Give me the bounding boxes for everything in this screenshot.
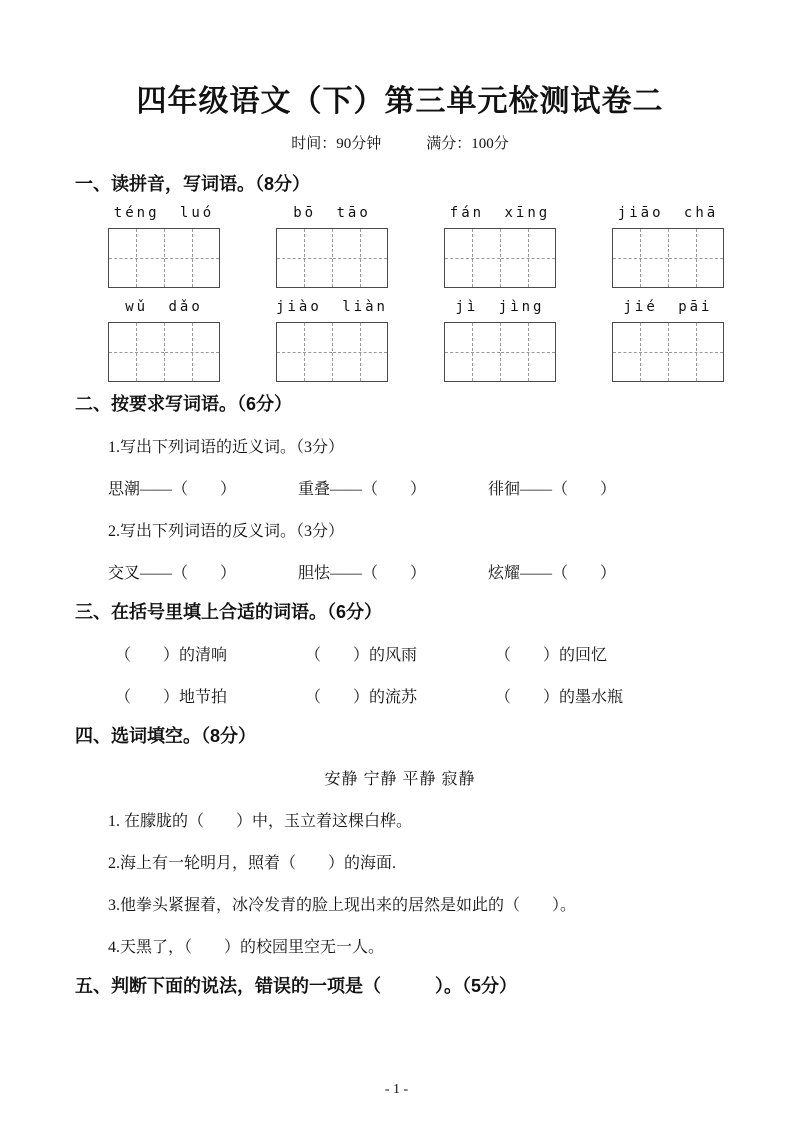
section-4 <box>75 724 725 966</box>
pinyin-label: bō tāo <box>293 205 371 221</box>
blank-item: 炫耀——（ ） <box>488 564 617 582</box>
section-5 <box>75 974 725 998</box>
pinyin-label: jiāo chā <box>617 205 719 221</box>
pinyin-label: wǔ dǎo <box>125 299 203 315</box>
writing-cell <box>164 323 220 381</box>
section-3 <box>75 600 725 716</box>
writing-cell <box>500 229 556 287</box>
section-1 <box>75 172 725 382</box>
blank-item: 重叠——（ ） <box>298 480 427 498</box>
pinyin-word-block <box>444 298 556 382</box>
pinyin-label: téng luó <box>113 205 215 221</box>
pinyin-grid-row-1 <box>108 204 724 288</box>
antonym-line <box>108 550 725 592</box>
pinyin-label: fán xīng <box>449 205 551 221</box>
pinyin-word-block <box>444 204 556 288</box>
pinyin-word-block <box>612 298 724 382</box>
blank-item: （ ）的清响 <box>115 646 228 664</box>
pinyin-grid-row-2 <box>108 298 724 382</box>
pinyin-word-block <box>108 298 220 382</box>
section-2-heading: 二、按要求写词语。（6分） <box>75 394 293 414</box>
writing-cell <box>613 323 668 381</box>
pinyin-word-block <box>276 204 388 288</box>
question-item-4: 4.天黑了，（ ）的校园里空无一人。 <box>108 938 385 956</box>
exam-title: 四年级语文（下）第三单元检测试卷二 <box>136 85 664 118</box>
section-5-heading: 五、判断下面的说法，错误的一项是（ ）。（5分） <box>75 976 518 996</box>
pinyin-label: jié pāi <box>623 299 713 315</box>
writing-cell <box>332 229 388 287</box>
question-item-3: 3.他拳头紧握着，冰冷发青的脸上现出来的居然是如此的（ ）。 <box>108 896 577 914</box>
section-3-heading: 三、在括号里填上合适的词语。（6分） <box>75 602 383 622</box>
writing-grid <box>276 322 388 382</box>
writing-grid <box>444 228 556 288</box>
synonym-line <box>108 466 725 508</box>
writing-cell <box>277 323 332 381</box>
pinyin-label: jì jìng <box>455 299 545 315</box>
writing-cell <box>668 229 724 287</box>
writing-cell <box>500 323 556 381</box>
writing-grid <box>108 322 220 382</box>
writing-cell <box>164 229 220 287</box>
writing-cell <box>277 229 332 287</box>
writing-cell <box>445 229 500 287</box>
writing-grid <box>444 322 556 382</box>
page-number: - 1 - <box>384 1082 409 1097</box>
section-2 <box>75 392 725 592</box>
exam-meta: 时间：90分钟 满分：100分 <box>291 136 509 152</box>
question-item-2: 2.海上有一轮明月，照着（ ）的海面. <box>108 854 397 872</box>
blank-item: （ ）的墨水瓶 <box>495 688 624 706</box>
writing-cell <box>332 323 388 381</box>
section-1-heading: 一、读拼音，写词语。（8分） <box>75 174 311 194</box>
writing-cell <box>445 323 500 381</box>
blank-item: 交叉——（ ） <box>108 564 237 582</box>
writing-grid <box>612 228 724 288</box>
section-4-heading: 四、选词填空。（8分） <box>75 726 257 746</box>
word-bank: 安静 宁静 平静 寂静 <box>324 770 476 788</box>
fill-blank-line-1 <box>115 632 725 674</box>
writing-grid <box>276 228 388 288</box>
writing-cell <box>613 229 668 287</box>
writing-cell <box>109 229 164 287</box>
question-item-1: 1. 在朦胧的（ ）中，玉立着这棵白桦。 <box>108 812 413 830</box>
writing-cell <box>668 323 724 381</box>
writing-grid <box>612 322 724 382</box>
writing-grid <box>108 228 220 288</box>
subquestion-2: 2.写出下列词语的反义词。（3分） <box>108 522 345 540</box>
blank-item: 徘徊——（ ） <box>488 480 617 498</box>
subquestion-1: 1.写出下列词语的近义词。（3分） <box>108 438 345 456</box>
writing-cell <box>109 323 164 381</box>
pinyin-word-block <box>612 204 724 288</box>
blank-item: （ ）的流苏 <box>305 688 418 706</box>
blank-item: 胆怯——（ ） <box>298 564 427 582</box>
fill-blank-line-2 <box>115 674 725 716</box>
blank-item: （ ）地节拍 <box>115 688 228 706</box>
blank-item: （ ）的风雨 <box>305 646 418 664</box>
pinyin-label: jiào liàn <box>276 299 388 315</box>
blank-item: （ ）的回忆 <box>495 646 608 664</box>
pinyin-word-block <box>108 204 220 288</box>
blank-item: 思潮——（ ） <box>108 480 237 498</box>
pinyin-word-block <box>276 298 388 382</box>
